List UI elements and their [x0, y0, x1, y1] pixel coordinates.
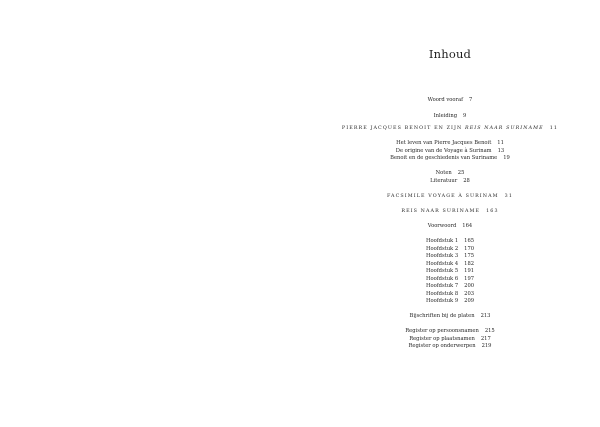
toc-label: [342, 126, 544, 131]
toc-entry: [0, 261, 600, 268]
toc-entry: [0, 276, 600, 283]
toc-page-number: 191: [464, 268, 475, 274]
toc-page-number: 28: [463, 178, 470, 184]
toc-label: Woord vooraf: [427, 97, 464, 103]
toc-label: REIS NAAR SURINAME: [401, 209, 481, 214]
toc-entry: [0, 343, 600, 350]
toc-label: Hoofdstuk 9: [425, 298, 459, 304]
toc-entry: [0, 155, 600, 162]
toc-label: Voorwoord: [427, 223, 457, 229]
toc-page-number: 164: [462, 223, 473, 229]
toc-page-number: 215: [484, 328, 495, 334]
toc-entry: [0, 97, 600, 104]
toc-page-number: 197: [464, 276, 475, 282]
toc-page-number: 175: [464, 253, 475, 259]
toc-page-number: 203: [464, 291, 475, 297]
toc-label: Hoofdstuk 5: [425, 268, 459, 274]
toc-entry: [0, 223, 600, 230]
toc-section-heading: [0, 193, 600, 200]
toc-page-number: 200: [464, 283, 475, 289]
toc-label-italic: REIS NAAR SURINAME: [464, 126, 544, 131]
toc-page-number: 19: [503, 155, 510, 161]
page-title: Inhoud: [428, 47, 472, 61]
toc-entry: [0, 113, 600, 120]
toc-entry: [0, 253, 600, 260]
toc-label: Hoofdstuk 6: [425, 276, 459, 282]
toc-label: Register op persoonsnamen: [405, 328, 479, 334]
toc-page-number: 165: [464, 238, 475, 244]
toc-label: Hoofdstuk 3: [425, 253, 459, 259]
toc-page-number: 182: [464, 261, 475, 267]
toc-page-number: 13: [497, 148, 505, 154]
toc-entry: [0, 328, 600, 335]
toc-label: De origine van de Voyage à Surinam: [395, 148, 492, 154]
toc-entry: [0, 336, 600, 343]
toc-page-number: 217: [480, 336, 491, 342]
toc-label: Register op onderwerpen: [408, 343, 476, 349]
toc-section-heading: [0, 125, 600, 132]
toc-entry: [0, 246, 600, 253]
toc-entry: [0, 170, 600, 177]
toc-label-prefix: PIERRE JACQUES BENOIT EN ZIJN: [341, 126, 465, 131]
toc-page-number: 213: [480, 313, 491, 319]
toc-page-number: 11: [549, 126, 559, 131]
toc-label: Inleiding: [433, 113, 458, 119]
toc-entry: [0, 313, 600, 320]
toc-label: Noten: [435, 170, 452, 176]
toc-page-number: 209: [464, 298, 475, 304]
toc-label: Register op plaatsnamen: [409, 336, 475, 342]
toc-entry: [0, 178, 600, 185]
toc-section-heading: [0, 208, 600, 215]
toc-page-number: 11: [497, 140, 504, 146]
toc-entry: [0, 268, 600, 275]
toc-entry: [0, 283, 600, 290]
toc-page-number: 31: [504, 194, 513, 199]
toc-label: Benoit en de geschiedenis van Suriname: [390, 155, 498, 161]
toc-page-number: 7: [469, 97, 473, 103]
toc-label: Hoofdstuk 7: [425, 283, 459, 289]
toc-label: Hoofdstuk 8: [425, 291, 459, 297]
toc-label: Literatuur: [430, 178, 458, 184]
toc-entry: [0, 291, 600, 298]
toc-entry: [0, 298, 600, 305]
toc-entry: [0, 148, 600, 155]
toc-entry: [0, 140, 600, 147]
toc-page-number: 219: [481, 343, 492, 349]
toc-label: Hoofdstuk 2: [425, 246, 459, 252]
toc-label: FACSIMILE VOYAGE À SURINAM: [387, 194, 499, 199]
toc-label: Bijschriften bij de platen: [409, 313, 475, 319]
toc-page-number: 25: [457, 170, 465, 176]
toc-label: Hoofdstuk 1: [425, 238, 459, 244]
toc-page-number: 163: [486, 209, 499, 214]
toc-label: Het leven van Pierre Jacques Benoit: [396, 140, 492, 146]
toc-page-number: 170: [464, 246, 475, 252]
toc-entry: [0, 238, 600, 245]
toc-label: Hoofdstuk 4: [425, 261, 459, 267]
toc-page-number: 9: [463, 113, 467, 119]
